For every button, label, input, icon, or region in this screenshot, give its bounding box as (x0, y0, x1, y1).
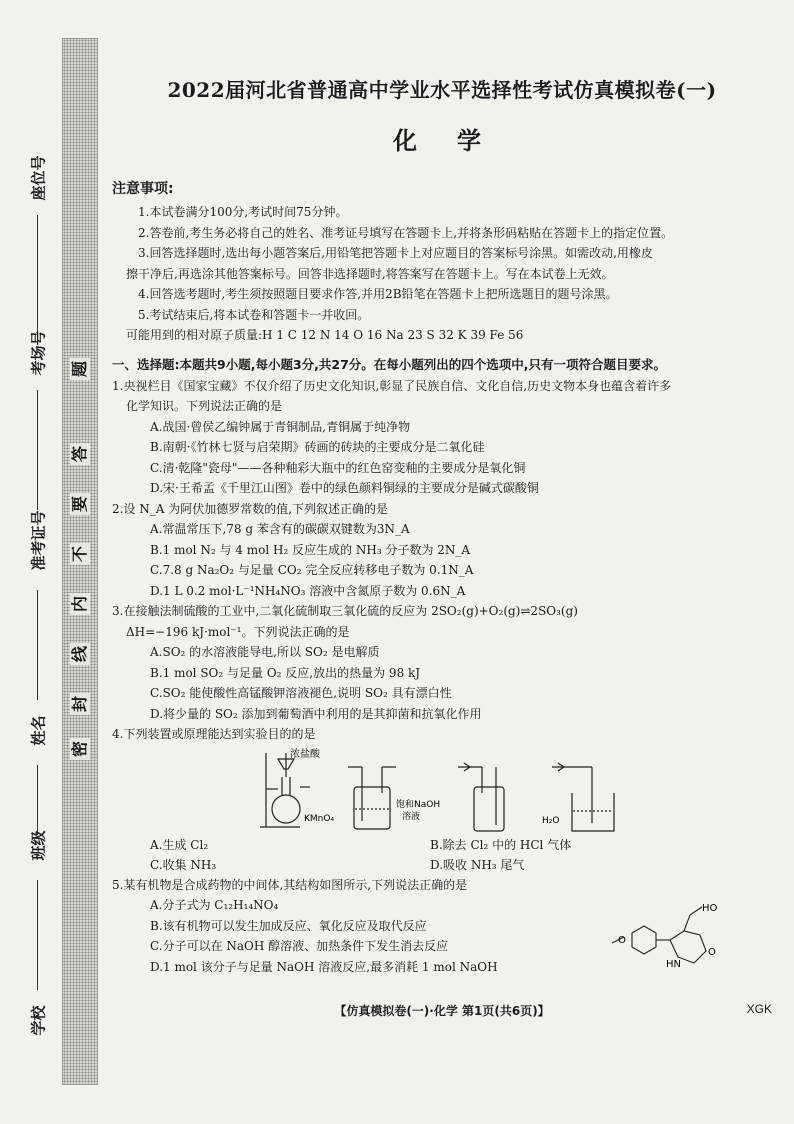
notice-item: 4.回答选考题时,考生须按照题目要求作答,并用2B铅笔在答题卡上把所选题目的题号涂黑。 (138, 287, 618, 301)
ring-oxygen: O (708, 947, 716, 958)
q2-option-b: B.1 mol N₂ 与 4 mol H₂ 反应生成的 NH₃ 分子数为 2N_A (150, 542, 471, 557)
q5-option-a: A.分子式为 C₁₂H₁₄NO₄ (150, 898, 279, 912)
q1-stem-continued: 化学知识。下列说法正确的是 (126, 399, 283, 413)
q4-apparatus-figure (252, 747, 632, 833)
molecule-drawing (610, 895, 780, 995)
notice-item-continued: 擦干净后,再选涂其他答案标号。回答非选择题时,将答案写在答题卡上。写在本试卷上无效。 (126, 266, 614, 281)
apparatus-drawing (252, 747, 632, 833)
apparatus-d (552, 763, 614, 831)
class-label: 班级 (29, 830, 48, 861)
q1-option-a: A.战国·曾侯乙编钟属于青铜制品,青铜属于纯净物 (150, 419, 411, 434)
exam-title: 2022届河北省普通高中学业水平选择性考试仿真模拟卷(一) (167, 78, 717, 102)
q3-stem: 3.在接触法制硫酸的工业中,二氧化硫制取三氧化硫的反应为 2SO₂(g)+O₂(g)⇌2SO₃(g) (112, 604, 578, 618)
strip-word: 答 (70, 443, 90, 465)
notice-item: 2.答卷前,考生务必将自己的姓名、准考证号填写在答题卡上,并将条形码粘贴在答题卡上的指定位置。 (138, 225, 674, 240)
q4-stem: 4.下列装置或原理能达到实验目的的是 (112, 727, 316, 741)
seat-number-line (37, 215, 38, 345)
q2-option-d: D.1 L 0.2 mol·L⁻¹NH₄NO₃ 溶液中含氮原子数为 0.6N_A (150, 583, 466, 598)
page-footer (112, 1002, 772, 1019)
strip-word: 要 (70, 493, 90, 515)
notice-item: 3.回答选择题时,选出每小题答案后,用铅笔把答题卡上对应题目的答案标号涂黑。如需改动,用橡皮 (138, 246, 653, 260)
q1-stem: 1.央视栏目《国家宝藏》不仅介绍了历史文化知识,彰显了民族自信、文化自信,历史文物本身也蕴含着许多 (112, 378, 672, 393)
q1-option-d: D.宋·王希孟《千里江山图》卷中的绿色颜料铜绿的主要成分是碱式碳酸铜 (150, 481, 539, 495)
footer-page-info: 【仿真模拟卷(一)·化学 第1页(共6页)】 (334, 1004, 550, 1018)
label-solution: 溶液 (402, 811, 421, 822)
admission-number-line (37, 590, 38, 700)
apparatus-b (348, 767, 396, 829)
label-h2o: H₂O (542, 815, 560, 826)
apparatus-a (260, 753, 310, 827)
q3-stem-continued: ΔH=−196 kJ·mol⁻¹。下列说法正确的是 (126, 624, 350, 639)
q5-stem: 5.某有机物是合成药物的中间体,其结构如图所示,下列说法正确的是 (112, 877, 468, 892)
name-line (37, 765, 38, 835)
section-heading: 一、选择题:本题共9小题,每小题3分,共27分。在每小题列出的四个选项中,只有一项符合题目要求。 (112, 356, 667, 372)
q3-option-c: C.SO₂ 能使酸性高锰酸钾溶液褪色,说明 SO₂ 具有漂白性 (150, 686, 452, 700)
seat-number-label: 座位号 (29, 155, 48, 201)
q4-options-row-1 (112, 835, 772, 855)
strip-word: 线 (70, 643, 90, 665)
admission-number-label: 准考证号 (29, 510, 48, 571)
q5-option-d: D.1 mol 该分子与足量 NaOH 溶液反应,最多消耗 1 mol NaOH (150, 959, 498, 974)
name-label: 姓名 (29, 715, 48, 746)
label-kmno4: KMnO₄ (304, 813, 335, 824)
notice-item: 1.本试卷满分100分,考试时间75分钟。 (138, 205, 348, 219)
q4-option-c: C.收集 NH₃ (150, 857, 217, 872)
q1-option-c: C.清·乾隆"瓷母"——各种釉彩大瓶中的红色窑变釉的主要成分是氧化铜 (150, 460, 526, 475)
q5-option-c: C.分子可以在 NaOH 醇溶液、加热条件下发生消去反应 (150, 939, 449, 953)
strip-word: 密 (70, 738, 90, 760)
q1-option-b: B.南朝·《竹林七贤与启荣期》砖画的砖块的主要成分是二氧化硅 (150, 440, 485, 454)
methoxy-o: O (618, 935, 626, 946)
strip-word: 不 (70, 543, 90, 565)
amide-nh-label: HN (666, 959, 681, 970)
binding-strip (62, 38, 98, 1085)
footer-code: XGK (746, 1002, 772, 1016)
hydroxyl-label: HO (702, 903, 718, 914)
q4-option-d: D.吸收 NH₃ 尾气 (430, 857, 525, 872)
class-line (37, 880, 38, 990)
q5-option-b: B.该有机物可以发生加成反应、氧化反应及取代反应 (150, 918, 427, 933)
strip-word: 内 (70, 593, 90, 615)
q3-option-d: D.将少量的 SO₂ 添加到葡萄酒中利用的是其抑菌和抗氧化作用 (150, 706, 482, 721)
exam-page (112, 70, 772, 977)
label-sat-naoh: 饱和NaOH (396, 799, 441, 810)
notice-heading: 注意事项: (112, 181, 174, 197)
strip-word: 题 (70, 358, 90, 380)
notice-item: 5.考试结束后,将本试卷和答题卡一并收回。 (138, 307, 370, 322)
q3-option-b: B.1 mol SO₂ 与足量 O₂ 反应,放出的热量为 98 kJ (150, 665, 421, 680)
q2-option-c: C.7.8 g Na₂O₂ 与足量 CO₂ 完全反应转移电子数为 0.1N_A (150, 563, 474, 577)
q4-option-a: A.生成 Cl₂ (150, 837, 209, 852)
exam-room-label: 考场号 (29, 330, 48, 376)
q2-option-a: A.常温常压下,78 g 苯含有的碳碳双键数为3N_A (150, 522, 410, 536)
subject-title: 化学 (393, 126, 521, 155)
label-conc-hcl: 浓盐酸 (290, 748, 320, 760)
school-label: 学校 (29, 1005, 48, 1036)
q4-option-b: B.除去 Cl₂ 中的 HCl 气体 (430, 837, 572, 852)
q5-molecule-structure (610, 895, 780, 999)
exam-room-line (37, 390, 38, 510)
atomic-masses: 可能用到的相对原子质量:H 1 C 12 N 14 O 16 Na 23 S 32 K 39 Fe 56 (126, 328, 524, 342)
q3-option-a: A.SO₂ 的水溶液能导电,所以 SO₂ 是电解质 (150, 645, 380, 659)
apparatus-c (458, 763, 504, 831)
strip-word: 封 (70, 693, 90, 715)
q4-options-row-2 (112, 855, 772, 875)
q2-stem: 2.设 N_A 为阿伏加德罗常数的值,下列叙述正确的是 (112, 501, 389, 516)
